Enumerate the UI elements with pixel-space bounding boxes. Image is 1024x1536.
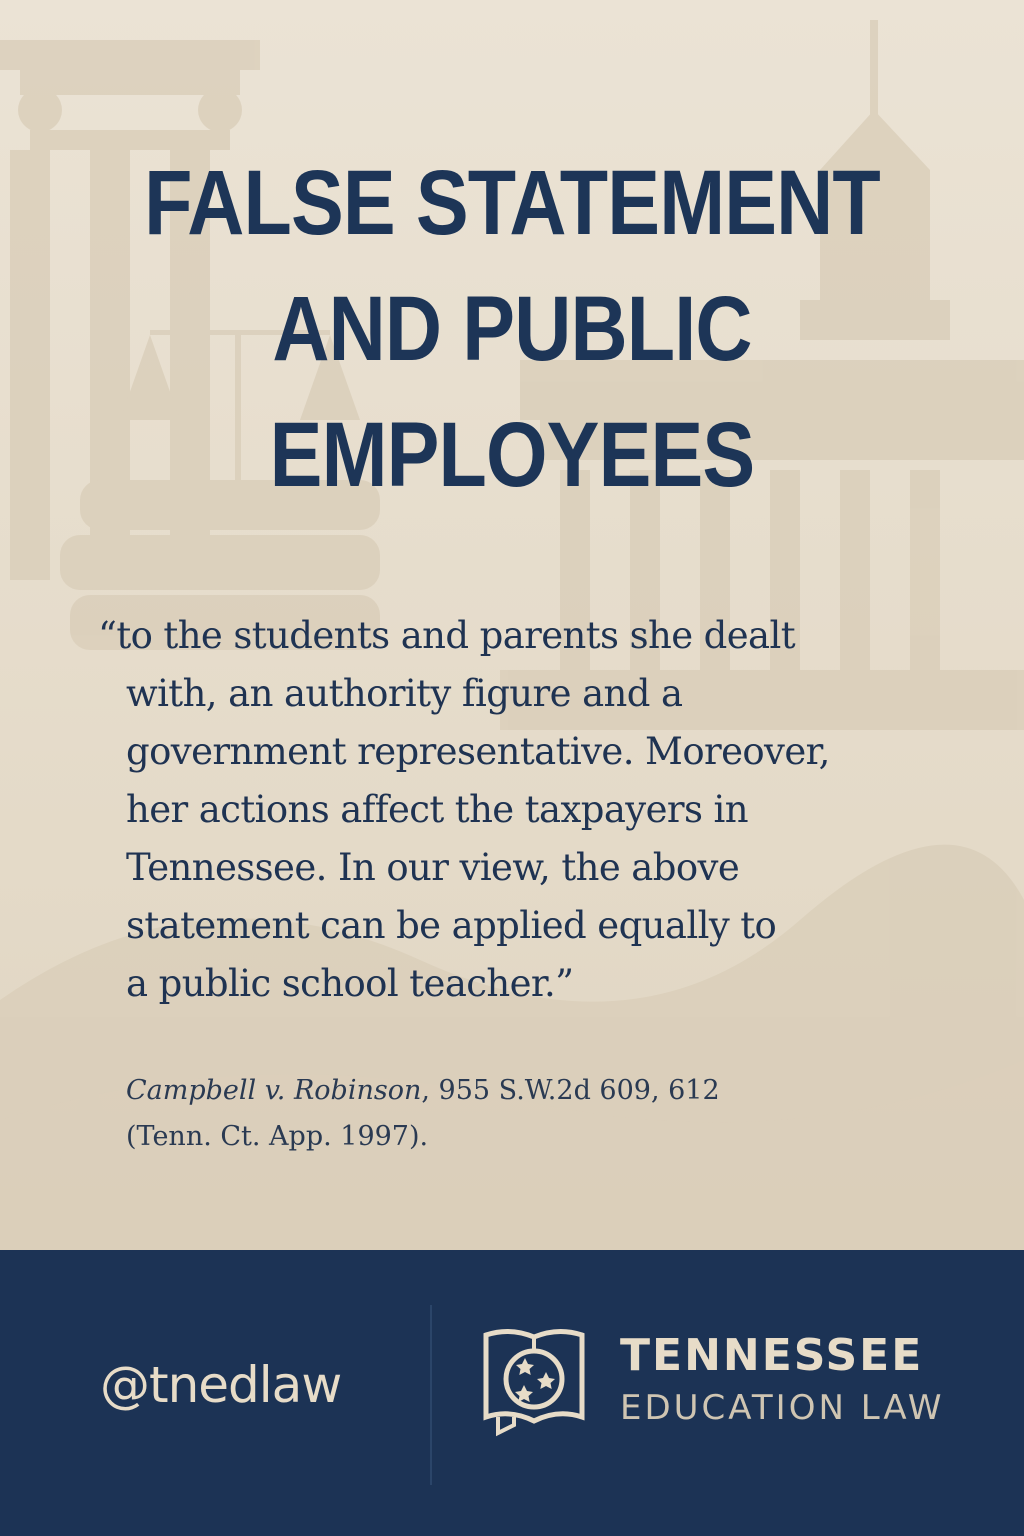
social-handle[interactable]: @tnedlaw — [100, 1356, 342, 1414]
citation-case-name: Campbell v. Robinson — [126, 1075, 422, 1106]
citation-court-year: (Tenn. Ct. App. 1997). — [126, 1121, 429, 1152]
quote-line: statement can be applied equally to — [126, 904, 777, 947]
title-line: FALSE STATEMENT — [144, 152, 880, 254]
title-line: AND PUBLIC — [272, 278, 752, 380]
quote-line: Tennessee. In our view, the above — [126, 846, 740, 889]
brand-name-line1: TENNESSEE — [620, 1330, 924, 1381]
quote-line: with, an authority figure and a — [126, 672, 683, 715]
page-title — [72, 140, 953, 518]
quote-text — [98, 607, 978, 1013]
quote-line: government representative. Moreover, — [126, 730, 830, 773]
footer-divider — [430, 1305, 432, 1485]
citation-reporter: , 955 S.W.2d 609, 612 — [421, 1075, 720, 1106]
quote-line: “to the students and parents she dealt — [98, 614, 796, 657]
quote-line: a public school teacher.” — [126, 962, 574, 1005]
book-tristar-icon — [480, 1325, 588, 1437]
case-citation — [126, 1068, 926, 1160]
title-line: EMPLOYEES — [269, 404, 755, 506]
brand-name-line2: EDUCATION LAW — [620, 1388, 945, 1428]
quote-line: her actions affect the taxpayers in — [126, 788, 749, 831]
